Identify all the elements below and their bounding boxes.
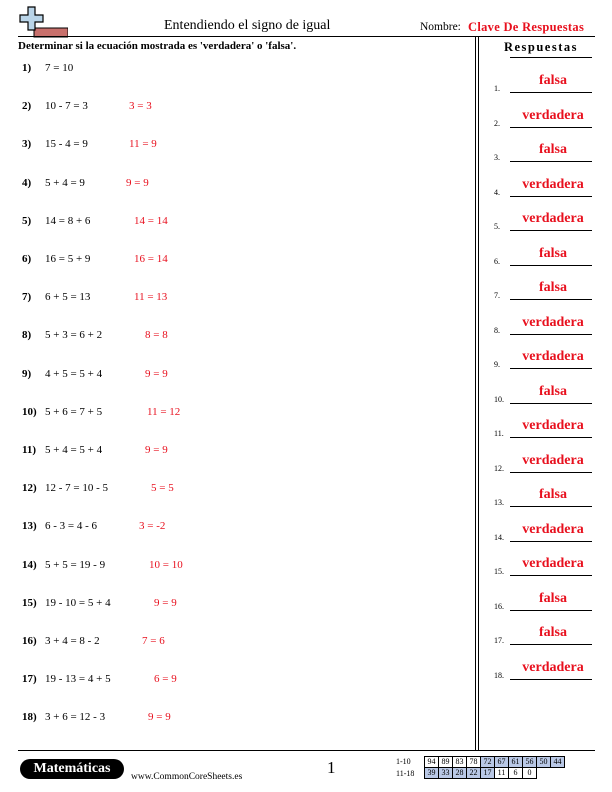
score-cell: 89 <box>439 757 453 768</box>
score-cell: 44 <box>551 757 565 768</box>
score-cell: 56 <box>523 757 537 768</box>
page-number: 1 <box>327 758 336 777</box>
problem-calculation: 9 = 9 <box>154 596 177 609</box>
problem-equation: 5 + 4 = 9 <box>45 176 85 189</box>
answer-number: 6. <box>494 256 500 266</box>
score-cell: 83 <box>453 757 467 768</box>
problem-calculation: 7 = 6 <box>142 635 165 647</box>
answer-line <box>510 368 592 369</box>
score-cell: 17 <box>481 768 495 779</box>
problem-equation: 15 - 4 = 9 <box>45 138 88 151</box>
answer-number: 13. <box>494 498 504 507</box>
answer-line <box>510 299 592 300</box>
problem-equation: 5 + 3 = 6 + 2 <box>45 329 103 342</box>
answer-line <box>510 437 592 438</box>
score-cell: 50 <box>537 757 551 768</box>
problem-equation: 16 = 5 + 9 <box>45 253 91 265</box>
problem-calculation: 10 = 10 <box>149 558 183 571</box>
column-divider <box>475 37 479 750</box>
problem-equation: 10 - 7 = 3 <box>45 100 88 113</box>
problem-calculation: 3 = 3 <box>129 100 152 113</box>
answer-value: falsa <box>539 142 567 157</box>
answer-line <box>510 230 592 231</box>
answer-number: 7. <box>494 291 500 300</box>
score-cell: 0 <box>523 768 537 779</box>
problem-number: 18) <box>22 711 37 724</box>
problem-equation: 14 = 8 + 6 <box>45 214 91 227</box>
problem-equation: 6 - 3 = 4 - 6 <box>45 520 98 533</box>
score-cell: 6 <box>509 768 523 779</box>
answer-line <box>510 644 592 645</box>
answer-number: 1. <box>494 84 500 93</box>
score-cell: 33 <box>439 768 453 779</box>
plus-logo-icon <box>18 6 68 38</box>
answer-value: falsa <box>539 245 567 261</box>
answer-number: 2. <box>494 118 500 128</box>
problem-number: 7) <box>22 291 32 304</box>
problem-calculation: 3 = -2 <box>139 520 166 533</box>
name-value: Clave De Respuestas <box>468 20 585 34</box>
answer-number: 11. <box>494 429 504 438</box>
answer-line <box>510 575 592 576</box>
problem-number: 3) <box>22 138 32 151</box>
answer-value: falsa <box>539 73 567 88</box>
problem-number: 13) <box>22 520 37 533</box>
answer-line <box>510 196 592 197</box>
problem-equation: 5 + 6 = 7 + 5 <box>45 405 103 418</box>
answer-value: verdadera <box>522 418 584 433</box>
problem-number: 2) <box>22 100 32 113</box>
problem-number: 9) <box>22 367 32 380</box>
answer-line <box>510 92 592 93</box>
problem-equation: 3 + 6 = 12 - 3 <box>45 711 106 724</box>
instructions: Determinar si la ecuación mostrada es 'verdadera' o 'falsa'. <box>18 40 297 52</box>
answer-value: verdadera <box>522 452 584 468</box>
answer-line <box>510 610 592 611</box>
answer-value: falsa <box>539 280 567 295</box>
answer-line <box>510 472 592 473</box>
answer-number: 4. <box>494 187 500 197</box>
problem-number: 17) <box>22 673 37 686</box>
problem-calculation: 8 = 8 <box>145 329 168 342</box>
problem-equation: 6 + 5 = 13 <box>45 291 91 304</box>
problem-calculation: 9 = 9 <box>148 711 171 724</box>
answer-number: 5. <box>494 222 500 231</box>
answer-line <box>510 679 592 680</box>
answer-value: falsa <box>539 383 567 399</box>
answer-value: falsa <box>539 590 567 606</box>
problem-calculation: 11 = 12 <box>147 405 181 418</box>
problem-calculation: 11 = 13 <box>134 291 168 304</box>
answer-number: 12. <box>494 463 504 473</box>
answer-value: falsa <box>539 487 567 502</box>
header-divider <box>18 36 595 37</box>
answer-value: verdadera <box>522 659 584 675</box>
answer-value: verdadera <box>522 211 584 226</box>
answers-header: Respuestas <box>503 40 579 54</box>
problem-calculation: 9 = 9 <box>145 367 168 380</box>
answers-header-underline <box>510 57 592 58</box>
problem-equation: 19 - 10 = 5 + 4 <box>45 596 111 609</box>
brand-badge: Matemáticas <box>20 759 124 779</box>
problem-calculation: 9 = 9 <box>145 444 168 456</box>
problem-equation: 7 = 10 <box>45 62 74 74</box>
website-link[interactable]: www.CommonCoreSheets.es <box>131 772 243 782</box>
score-row-label: 1-10 <box>396 757 411 766</box>
answer-number: 16. <box>494 601 504 611</box>
score-cell: 28 <box>453 768 467 779</box>
problem-equation: 12 - 7 = 10 - 5 <box>45 482 109 495</box>
problem-number: 12) <box>22 482 37 495</box>
answer-number: 15. <box>494 567 504 576</box>
answer-line <box>510 334 592 335</box>
problem-number: 14) <box>22 558 37 571</box>
answer-line <box>510 161 592 162</box>
problem-number: 4) <box>22 176 32 189</box>
answer-value: verdadera <box>522 521 584 537</box>
answer-number: 10. <box>494 394 504 404</box>
answer-value: verdadera <box>522 556 584 571</box>
answer-value: falsa <box>539 625 567 640</box>
problem-calculation: 9 = 9 <box>126 176 149 189</box>
problem-number: 5) <box>22 214 32 227</box>
score-cell: 78 <box>467 757 481 768</box>
score-row <box>425 757 565 768</box>
problem-equation: 4 + 5 = 5 + 4 <box>45 367 103 380</box>
answer-number: 3. <box>494 153 500 162</box>
answer-value: verdadera <box>522 107 584 123</box>
answer-line <box>510 265 592 266</box>
problem-equation: 5 + 4 = 5 + 4 <box>45 444 103 456</box>
answer-line <box>510 506 592 507</box>
footer-divider <box>18 750 595 751</box>
answer-line <box>510 403 592 404</box>
answer-value: verdadera <box>522 314 584 330</box>
problem-number: 11) <box>22 444 37 456</box>
score-table <box>424 756 565 779</box>
answer-number: 8. <box>494 325 500 335</box>
score-row-label: 11-18 <box>396 769 415 778</box>
problem-calculation: 5 = 5 <box>151 482 174 495</box>
problem-number: 15) <box>22 596 37 609</box>
problem-equation: 19 - 13 = 4 + 5 <box>45 673 111 686</box>
answer-value: verdadera <box>522 349 584 364</box>
answer-number: 9. <box>494 360 500 369</box>
problem-calculation: 11 = 9 <box>129 138 157 151</box>
problem-calculation: 16 = 14 <box>134 253 168 265</box>
problem-number: 8) <box>22 329 32 342</box>
answer-line <box>510 127 592 128</box>
page-title: Entendiendo el signo de igual <box>164 18 331 33</box>
score-cell: 39 <box>425 768 439 779</box>
score-cell: 67 <box>495 757 509 768</box>
problem-number: 1) <box>22 62 32 74</box>
problem-equation: 5 + 5 = 19 - 9 <box>45 558 106 571</box>
answer-line <box>510 541 592 542</box>
name-label: Nombre: <box>420 21 461 33</box>
problem-number: 16) <box>22 635 37 647</box>
problem-number: 10) <box>22 405 37 418</box>
answer-number: 17. <box>494 636 504 645</box>
score-cell: 11 <box>495 768 509 779</box>
problem-calculation: 14 = 14 <box>134 214 168 227</box>
score-cell: 22 <box>467 768 481 779</box>
problem-equation: 3 + 4 = 8 - 2 <box>45 635 100 647</box>
score-cell: 94 <box>425 757 439 768</box>
score-row <box>425 768 565 779</box>
score-cell: 61 <box>509 757 523 768</box>
answer-number: 18. <box>494 670 504 680</box>
answer-value: verdadera <box>522 176 584 192</box>
score-cell: 72 <box>481 757 495 768</box>
answer-number: 14. <box>494 532 504 542</box>
problem-number: 6) <box>22 253 32 265</box>
problem-calculation: 6 = 9 <box>154 673 177 686</box>
